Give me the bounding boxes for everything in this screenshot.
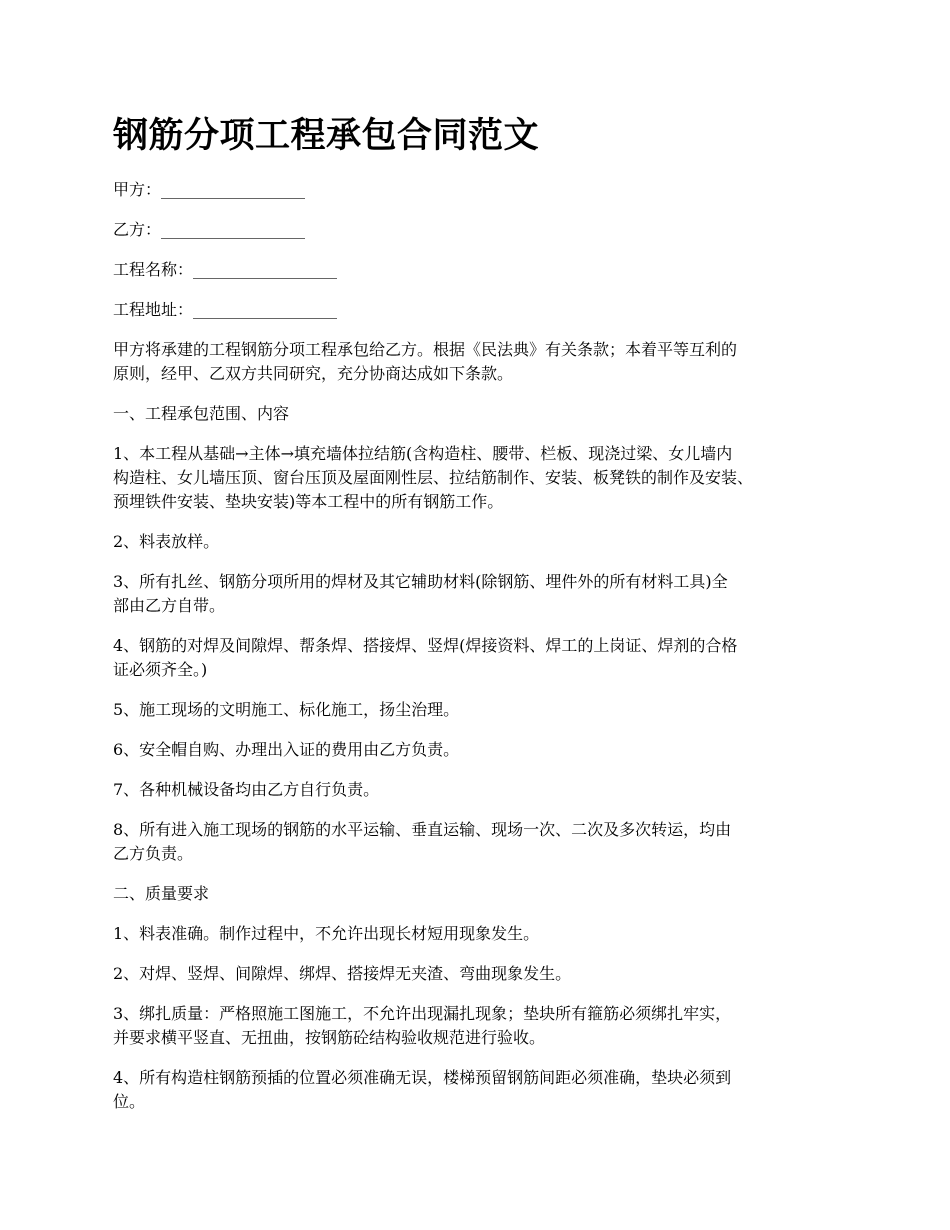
text-line: 预埋铁件安装、垫块安装)等本工程中的所有钢筋工作。 — [113, 492, 504, 511]
scope-item-4 — [113, 634, 853, 682]
text-line: 2、对焊、竖焊、间隙焊、绑焊、搭接焊无夹渣、弯曲现象发生。 — [113, 964, 572, 983]
field-project-name — [113, 258, 853, 282]
text-line: 并要求横平竖直、无扭曲，按钢筋砼结构验收规范进行验收。 — [113, 1028, 546, 1047]
text-line: 证必须齐全。) — [113, 660, 208, 679]
scope-item-5 — [113, 698, 853, 722]
field-label: 工程地址： — [113, 300, 194, 319]
scope-item-6 — [113, 738, 853, 762]
text-line: 7、各种机械设备均由乙方自行负责。 — [113, 780, 380, 799]
document-body — [113, 178, 853, 1130]
document-title: 钢筋分项工程承包合同范文 — [113, 115, 540, 156]
field-blank: __________________ — [161, 180, 306, 199]
text-line: 5、施工现场的文明施工、标化施工，扬尘治理。 — [113, 700, 460, 719]
field-party-a — [113, 178, 853, 202]
text-line: 位。 — [113, 1092, 146, 1111]
text-line: 1、料表准确。制作过程中，不允许出现长材短用现象发生。 — [113, 924, 540, 943]
text-line: 3、所有扎丝、钢筋分项所用的焊材及其它辅助材料(除钢筋、埋件外的所有材料工具)全 — [113, 572, 728, 591]
text-line: 甲方将承建的工程钢筋分项工程承包给乙方。根据《民法典》有关条款；本着平等互利的 — [113, 340, 738, 359]
text-line: 4、钢筋的对焊及间隙焊、帮条焊、搭接焊、竖焊(焊接资料、焊工的上岗证、焊剂的合格 — [113, 636, 738, 655]
text-line: 部由乙方自带。 — [113, 596, 226, 615]
section-heading-quality: 二、质量要求 — [113, 884, 210, 903]
quality-item-3 — [113, 1002, 853, 1050]
quality-item-4 — [113, 1066, 853, 1114]
intro-paragraph — [113, 338, 853, 386]
scope-item-7 — [113, 778, 853, 802]
scope-item-3 — [113, 570, 853, 618]
quality-item-1 — [113, 922, 853, 946]
text-line: 8、所有进入施工现场的钢筋的水平运输、垂直运输、现场一次、二次及多次转运，均由 — [113, 820, 732, 839]
text-line: 1、本工程从基础→主体→填充墙体拉结筋(含构造柱、腰带、栏板、现浇过梁、女儿墙内 — [113, 444, 733, 463]
quality-item-2 — [113, 962, 853, 986]
field-blank: __________________ — [193, 300, 338, 319]
field-label: 工程名称： — [113, 260, 194, 279]
field-project-address — [113, 298, 853, 322]
text-line: 2、料表放样。 — [113, 532, 220, 551]
scope-item-2 — [113, 530, 853, 554]
scope-item-8 — [113, 818, 853, 866]
text-line: 3、绑扎质量：严格照施工图施工，不允许出现漏扎现象；垫块所有箍筋必须绑扎牢实， — [113, 1004, 732, 1023]
text-line: 原则，经甲、乙双方共同研究，充分协商达成如下条款。 — [113, 364, 514, 383]
section-heading-scope: 一、工程承包范围、内容 — [113, 404, 290, 423]
text-line: 乙方负责。 — [113, 844, 194, 863]
text-line: 4、所有构造柱钢筋预插的位置必须准确无误，楼梯预留钢筋间距必须准确，垫块必须到 — [113, 1068, 732, 1087]
field-blank: __________________ — [193, 260, 338, 279]
text-line: 构造柱、女儿墙压顶、窗台压顶及屋面刚性层、拉结筋制作、安装、板凳铁的制作及安装、 — [113, 468, 754, 487]
field-label: 甲方： — [113, 180, 162, 199]
field-label: 乙方： — [113, 220, 162, 239]
text-line: 6、安全帽自购、办理出入证的费用由乙方负责。 — [113, 740, 460, 759]
field-party-b — [113, 218, 853, 242]
field-blank: __________________ — [161, 220, 306, 239]
scope-item-1 — [113, 442, 853, 514]
